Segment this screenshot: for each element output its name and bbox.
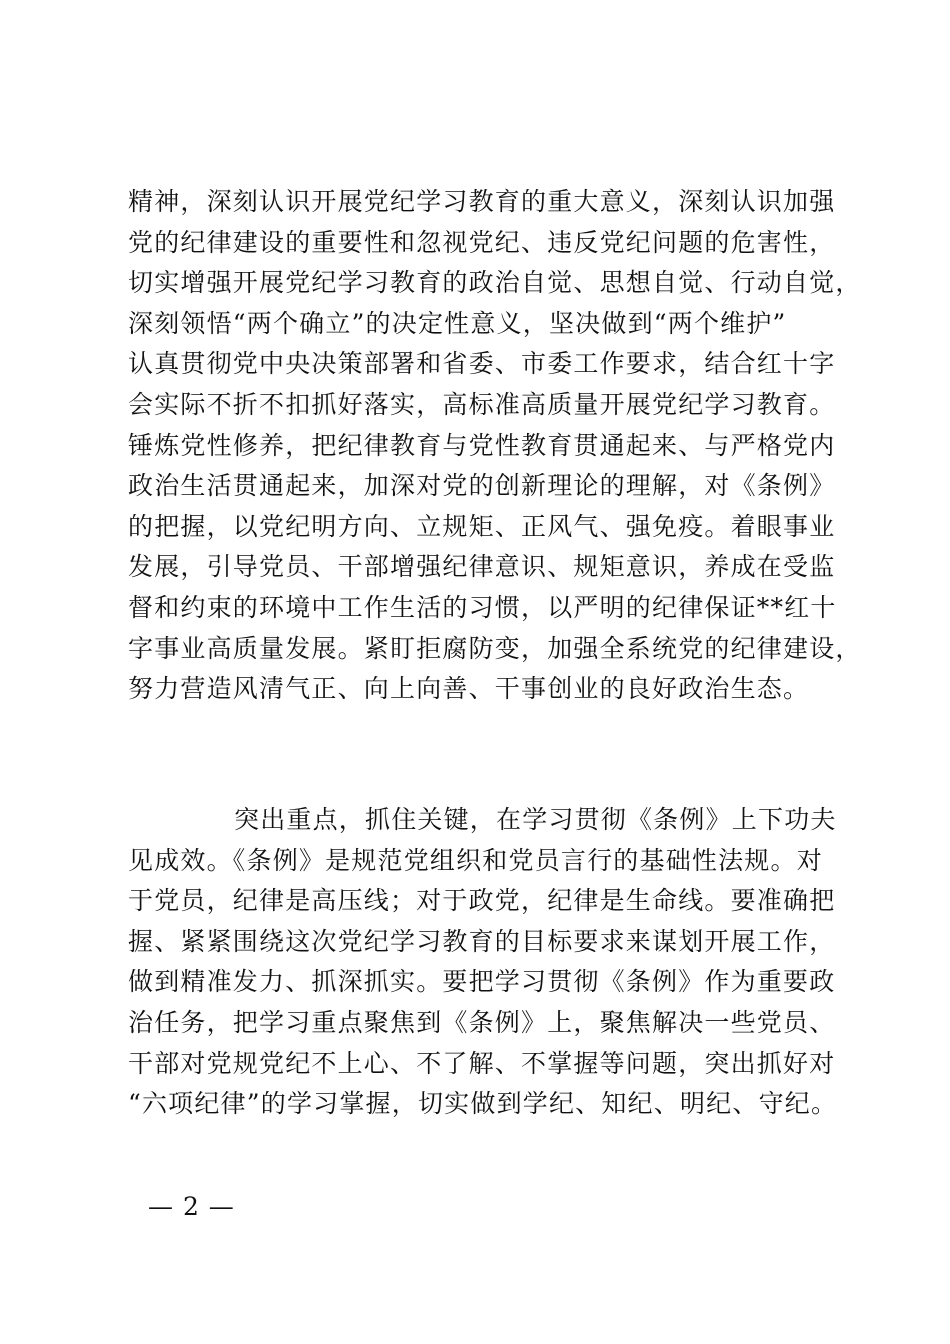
paragraph-1-line-7: 锤炼党性修养，把纪律教育与党性教育贯通起来、与严格党内 [128, 430, 836, 460]
paragraph-1-line-8: 政治生活贯通起来，加深对党的创新理论的理解，对《条例》 [128, 471, 836, 501]
paragraph-1-line-2: 党的纪律建设的重要性和忽视党纪、违反党纪问题的危害性， [128, 227, 836, 257]
paragraph-1-line-6: 会实际不折不扣抓好落实，高标准高质量开展党纪学习教育。 [128, 389, 836, 419]
paragraph-1-line-11: 督和约束的环境中工作生活的习惯，以严明的纪律保证**红十 [128, 592, 837, 622]
paragraph-1-line-12: 字事业高质量发展。紧盯拒腐防变，加强全系统党的纪律建设， [128, 633, 862, 663]
paragraph-2-line-2: 见成效。《条例》是规范党组织和党员言行的基础性法规。对 [128, 845, 823, 875]
paragraph-1-line-4: 深刻领悟“两个确立”的决定性意义，坚决做到“两个维护” [128, 308, 787, 338]
paragraph-1-line-3: 切实增强开展党纪学习教育的政治自觉、思想自觉、行动自觉， [128, 268, 862, 298]
paragraph-2-line-5: 做到精准发力、抓深抓实。要把学习贯彻《条例》作为重要政 [128, 967, 836, 997]
paragraph-1-line-10: 发展，引导党员、干部增强纪律意识、规矩意识，养成在受监 [128, 552, 836, 582]
page-number: — 2 — [148, 1192, 235, 1221]
paragraph-2-line-1: 突出重点，抓住关键，在学习贯彻《条例》上下功夫 [234, 805, 837, 834]
paragraph-2-line-4: 握、紧紧围绕这次党纪学习教育的目标要求来谋划开展工作， [128, 926, 836, 956]
paragraph-2 [128, 800, 858, 1125]
paragraph-2-line-6: 治任务，把学习重点聚焦到《条例》上，聚焦解决一些党员、 [128, 1007, 836, 1037]
paragraph-1-line-13: 努力营造风清气正、向上向善、干事创业的良好政治生态。 [128, 674, 810, 704]
paragraph-2-line-8: “六项纪律”的学习掌握，切实做到学纪、知纪、明纪、守纪。 [128, 1089, 838, 1119]
paragraph-1-line-9: 的把握，以党纪明方向、立规矩、正风气、强免疫。着眼事业 [128, 511, 836, 541]
paragraph-1-line-5: 认真贯彻党中央决策部署和省委、市委工作要求，结合红十字 [128, 349, 836, 379]
paragraph-1-line-1: 精神，深刻认识开展党纪学习教育的重大意义，深刻认识加强 [128, 187, 836, 216]
paragraph-2-line-3: 于党员，纪律是高压线；对于政党，纪律是生命线。要准确把 [128, 886, 836, 916]
paragraph-1 [128, 182, 862, 710]
paragraph-2-line-7: 干部对党规党纪不上心、不了解、不掌握等问题，突出抓好对 [128, 1048, 836, 1078]
